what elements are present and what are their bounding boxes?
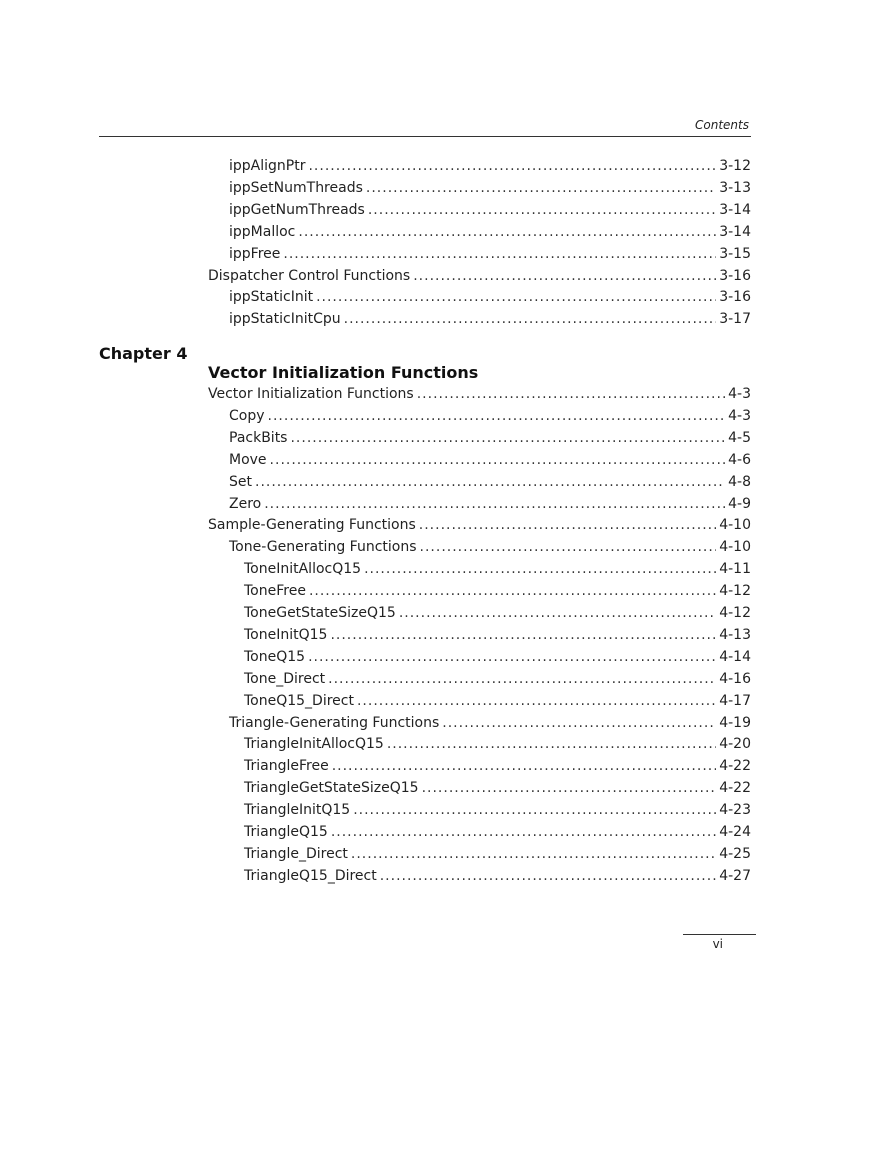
- toc-entry[interactable]: [229, 199, 751, 221]
- toc-entry[interactable]: [244, 755, 751, 777]
- toc-entry-label: ippStaticInitCpu: [229, 311, 341, 328]
- toc-entry-page: 4-3: [728, 407, 751, 424]
- toc-entry-label: Triangle-Generating Functions: [229, 714, 440, 731]
- toc-dot-leader: [380, 865, 716, 887]
- toc-dot-leader: [290, 427, 725, 449]
- toc-entry-label: ToneInitQ15: [244, 626, 328, 643]
- toc-dot-leader: [368, 199, 716, 221]
- toc-dot-leader: [419, 514, 716, 536]
- chapter-number: Chapter 4: [99, 344, 188, 363]
- toc-entry-label: ippMalloc: [229, 223, 296, 240]
- toc-entry[interactable]: [229, 286, 751, 308]
- toc-entry[interactable]: [208, 514, 751, 536]
- toc-entry-page: 4-6: [728, 451, 751, 468]
- toc-dot-leader: [364, 558, 716, 580]
- toc-entry[interactable]: [244, 865, 751, 887]
- toc-entry-page: 3-15: [719, 245, 751, 262]
- toc-entry[interactable]: [229, 449, 751, 471]
- toc-entry-page: 3-12: [719, 158, 751, 174]
- footer-rule: [683, 934, 756, 935]
- toc-entry[interactable]: [229, 308, 751, 330]
- toc-entry[interactable]: [244, 777, 751, 799]
- toc-entry-page: 4-16: [719, 670, 751, 687]
- toc-entry-label: Set: [229, 473, 252, 490]
- chapter-title: Vector Initialization Functions: [208, 363, 479, 382]
- toc-entry-label: TriangleInitAllocQ15: [244, 736, 384, 753]
- toc-entry[interactable]: [208, 265, 751, 287]
- toc-entry-label: Zero: [229, 495, 262, 512]
- toc-entry-label: Triangle_Direct: [244, 845, 348, 862]
- toc-entry-label: ToneFree: [244, 583, 306, 600]
- toc-entry-page: 4-24: [719, 824, 751, 840]
- toc-entry-page: 3-17: [719, 311, 751, 328]
- toc-entry[interactable]: [229, 536, 751, 558]
- page-header-label: Contents: [695, 118, 749, 132]
- toc-entry[interactable]: [229, 471, 751, 493]
- toc-dot-leader: [330, 624, 716, 646]
- toc-entry-page: 4-12: [719, 583, 751, 600]
- header-rule: [99, 136, 751, 137]
- toc-entry-page: 4-11: [719, 561, 751, 578]
- toc-entry[interactable]: [229, 243, 751, 265]
- toc-entry-label: ippStaticInit: [229, 289, 314, 306]
- toc-entry[interactable]: [244, 668, 751, 690]
- toc-entry-page: 4-27: [719, 867, 751, 884]
- toc-entry-label: ippFree: [229, 245, 281, 262]
- toc-entry-label: TriangleInitQ15: [244, 802, 351, 819]
- toc-entry-page: 4-17: [719, 692, 751, 709]
- toc-entry[interactable]: [229, 155, 751, 177]
- toc-dot-leader: [417, 383, 725, 405]
- toc-entry-label: PackBits: [229, 429, 288, 446]
- toc-dot-leader: [268, 405, 726, 427]
- toc-entry-page: 4-8: [728, 473, 751, 490]
- toc-dot-leader: [353, 799, 716, 821]
- toc-entry[interactable]: [229, 221, 751, 243]
- toc-dot-leader: [308, 646, 716, 668]
- toc-dot-leader: [316, 286, 716, 308]
- toc-entry-page: 4-10: [719, 539, 751, 556]
- toc-entry-page: 3-13: [719, 179, 751, 196]
- toc-dot-leader: [255, 471, 725, 493]
- footer-page-number: vi: [712, 937, 723, 951]
- toc-entry[interactable]: [244, 646, 751, 668]
- toc-entry-label: Dispatcher Control Functions: [208, 267, 411, 284]
- toc-dot-leader: [399, 602, 716, 624]
- toc-entry[interactable]: [208, 383, 751, 405]
- toc-dot-leader: [422, 777, 717, 799]
- toc-dot-leader: [270, 449, 726, 471]
- toc-entry-page: 4-25: [719, 845, 751, 862]
- toc-entry[interactable]: [244, 624, 751, 646]
- toc-entry[interactable]: [244, 733, 751, 755]
- toc-dot-leader: [308, 155, 716, 177]
- toc-entry-page: 4-12: [719, 605, 751, 621]
- toc-entry-label: ippAlignPtr: [229, 158, 306, 174]
- toc-dot-leader: [357, 690, 716, 712]
- toc-entry[interactable]: [229, 177, 751, 199]
- toc-entry-label: TriangleFree: [244, 758, 329, 775]
- toc-entry-page: 4-14: [719, 648, 751, 665]
- toc-entry[interactable]: [229, 712, 751, 734]
- toc-entry-page: 4-23: [719, 802, 751, 819]
- toc-dot-leader: [344, 308, 717, 330]
- toc-entry-page: 4-22: [719, 780, 751, 797]
- toc-entry-label: TriangleQ15_Direct: [244, 867, 377, 884]
- toc-entry[interactable]: [244, 799, 751, 821]
- toc-entry-label: TriangleGetStateSizeQ15: [244, 780, 419, 797]
- toc-dot-leader: [283, 243, 716, 265]
- toc-entry-page: 3-16: [719, 289, 751, 306]
- toc-entry-page: 4-20: [719, 736, 751, 753]
- toc-entry-page: 3-14: [719, 223, 751, 240]
- toc-entry[interactable]: [229, 427, 751, 449]
- toc-dot-leader: [331, 821, 716, 843]
- toc-dot-leader: [387, 733, 716, 755]
- toc-entry[interactable]: [244, 690, 751, 712]
- toc-dot-leader: [413, 265, 716, 287]
- toc-entry-page: 4-22: [719, 758, 751, 775]
- toc-dot-leader: [328, 668, 716, 690]
- toc-dot-leader: [442, 712, 716, 734]
- toc-entry-page: 4-3: [728, 386, 751, 402]
- toc-entry[interactable]: [244, 558, 751, 580]
- toc-entry-page: 4-10: [719, 517, 751, 534]
- toc-entry-page: 3-14: [719, 201, 751, 218]
- toc-entry-page: 4-19: [719, 714, 751, 731]
- toc-entry-label: ToneQ15_Direct: [244, 692, 354, 709]
- toc-entry-page: 4-9: [728, 495, 751, 512]
- toc-dot-leader: [298, 221, 716, 243]
- toc-entry[interactable]: [244, 821, 751, 843]
- toc-entry-label: Tone-Generating Functions: [229, 539, 417, 556]
- toc-dot-leader: [332, 755, 717, 777]
- toc-entry-label: Vector Initialization Functions: [208, 386, 414, 402]
- toc-entry-page: 4-13: [719, 626, 751, 643]
- toc-dot-leader: [351, 843, 716, 865]
- toc-dot-leader: [420, 536, 717, 558]
- toc-entry[interactable]: [244, 602, 751, 624]
- toc-entry-page: 3-16: [719, 267, 751, 284]
- toc-dot-leader: [309, 580, 716, 602]
- toc-dot-leader: [264, 493, 725, 515]
- toc-entry[interactable]: [244, 580, 751, 602]
- toc-entry-label: ToneInitAllocQ15: [244, 561, 362, 578]
- toc-entry-page: 4-5: [728, 429, 751, 446]
- toc-entry-label: Move: [229, 451, 267, 468]
- toc-entry[interactable]: [229, 405, 751, 427]
- toc-entry[interactable]: [244, 843, 751, 865]
- toc-dot-leader: [366, 177, 716, 199]
- toc-entry-label: ippSetNumThreads: [229, 179, 363, 196]
- toc-entry-label: Tone_Direct: [244, 670, 326, 687]
- toc-entry[interactable]: [229, 493, 751, 515]
- toc-entry-label: Sample-Generating Functions: [208, 517, 416, 534]
- toc-entry-label: ToneQ15: [244, 648, 306, 665]
- toc-entry-label: TriangleQ15: [244, 824, 328, 840]
- toc-entry-label: Copy: [229, 407, 265, 424]
- toc-entry-label: ippGetNumThreads: [229, 201, 365, 218]
- toc-entry-label: ToneGetStateSizeQ15: [244, 605, 396, 621]
